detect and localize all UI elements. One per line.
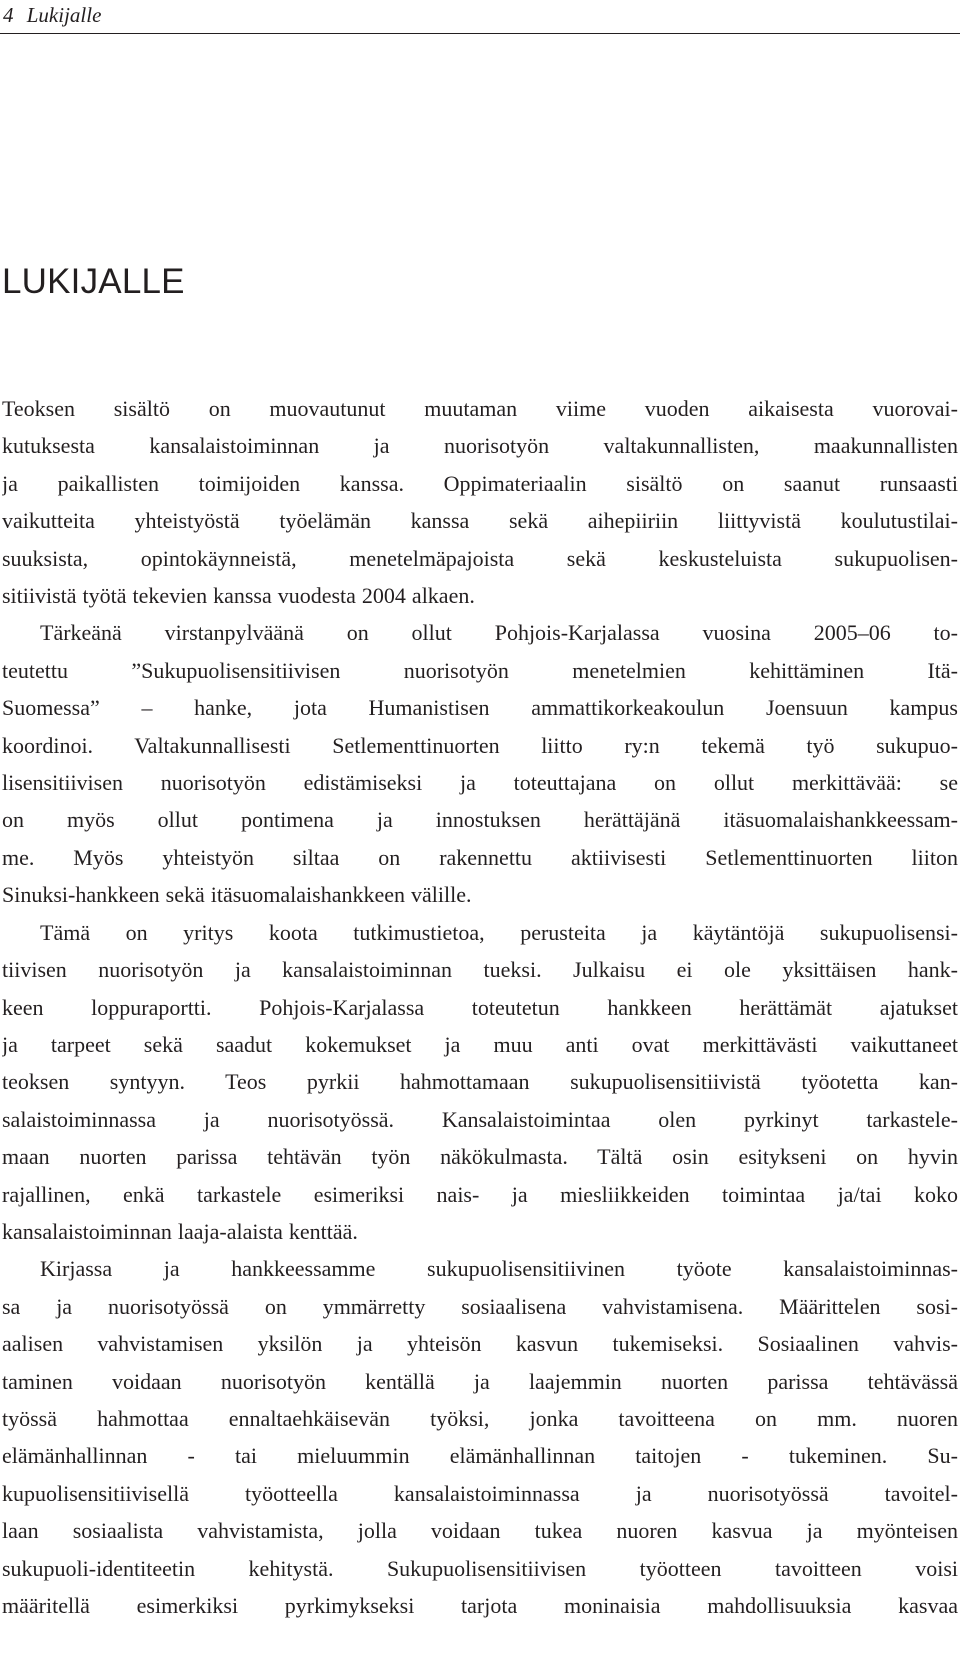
text-line: koordinoi. Valtakunnallisesti Setlementtinuorten liitto ry:n tekemä työ sukupuo- [2,732,958,758]
text-line: aalisen vahvistamisen yksilön ja yhteisön kasvun tukemiseksi. Sosiaalinen vahvis- [2,1331,958,1357]
text-line: kutuksesta kansalaistoiminnan ja nuorisotyön valtakunnallisten, maakunnallisten [2,433,958,459]
paragraph-3 [2,914,958,1251]
text-line: suuksista, opintokäynneistä, menetelmäpajoista sekä keskusteluista sukupuolisen- [2,545,958,571]
text-line: kansalaistoiminnan laaja-alaista kenttää. [2,1218,358,1244]
text-line: laan sosiaalista vahvistamista, jolla voidaan tukea nuoren kasvua ja myönteisen [2,1518,958,1544]
running-head [0,0,960,34]
paragraph-1 [2,390,958,614]
text-line: ja tarpeet sekä saadut kokemukset ja muu anti ovat merkittävästi vaikuttaneet [2,1031,958,1057]
text-line: sa ja nuorisotyössä on ymmärretty sosiaalisena vahvistamisena. Määrittelen sosi- [2,1293,958,1319]
text-line: Tärkeänä virstanpylväänä on ollut Pohjois-Karjalassa vuosina 2005–06 to- [40,620,958,646]
text-line: Suomessa” – hanke, jota Humanistisen ammattikorkeakoulun Joensuun kampus [2,695,958,721]
text-line: sitiivistä työtä tekevien kanssa vuodesta 2004 alkaen. [2,583,475,609]
text-line: taminen voidaan nuorisotyön kentällä ja laajemmin nuorten parissa tehtävässä [2,1368,958,1394]
text-line: työssä hahmottaa ennaltaehkäisevän työksi, jonka tavoitteena on mm. nuoren [2,1405,958,1431]
text-line: ja paikallisten toimijoiden kanssa. Oppimateriaalin sisältö on saanut runsaasti [2,470,958,496]
text-line: on myös ollut pontimena ja innostuksen herättäjänä itäsuomalaishankkeessam- [2,807,958,833]
text-line: maan nuorten parissa tehtävän työn näkökulmasta. Tältä osin esitykseni on hyvin [2,1144,958,1170]
text-line: sukupuoli-identiteetin kehitystä. Sukupuolisensitiivisen työotteen tavoitteen voisi [2,1555,958,1581]
text-line: Tämä on yritys koota tutkimustietoa, perusteita ja käytäntöjä sukupuolisensi- [40,919,958,945]
text-line: vaikutteita yhteistyöstä työelämän kanssa sekä aihepiiriin liittyvistä koulutustilai- [2,508,958,534]
text-line: elämänhallinnan - tai mieluummin elämänhallinnan taitojen - tukeminen. Su- [2,1443,958,1469]
text-line: määritellä esimerkiksi pyrkimykseksi tarjota moninaisia mahdollisuuksia kasvaa [2,1593,958,1618]
chapter-title: LUKIJALLE [2,262,185,301]
text-line: Kirjassa ja hankkeessamme sukupuolisensitiivinen työote kansalaistoiminnas- [40,1256,958,1282]
text-line: salaistoiminnassa ja nuorisotyössä. Kansalaistoimintaa olen pyrkinyt tarkastele- [2,1106,958,1132]
text-line: rajallinen, enkä tarkastele esimeriksi nais- ja miesliikkeiden toimintaa ja/tai koko [2,1181,958,1207]
text-line: teutettu ”Sukupuolisensitiivisen nuorisotyön menetelmien kehittäminen Itä- [2,657,958,683]
text-line: Teoksen sisältö on muovautunut muutaman viime vuoden aikaisesta vuorovai- [2,396,958,421]
text-line: Sinuksi-hankkeen sekä itäsuomalaishankkeen välille. [2,882,472,908]
text-line: lisensitiivisen nuorisotyön edistämiseksi ja toteuttajana on ollut merkittävää: se [2,770,958,796]
text-line: tiivisen nuorisotyön ja kansalaistoiminnan tueksi. Julkaisu ei ole yksittäisen hank- [2,957,958,983]
body-text [2,390,958,1624]
running-title: Lukijalle [26,3,102,27]
paragraph-2 [2,614,958,913]
paragraph-4 [2,1250,958,1624]
text-line: keen loppuraportti. Pohjois-Karjalassa toteutetun hankkeen herättämät ajatukset [2,994,958,1020]
text-line: me. Myös yhteistyön siltaa on rakennettu aktiivisesti Setlementtinuorten liiton [2,844,958,870]
page-number: 4 [3,3,14,27]
text-line: kupuolisensitiivisellä työotteella kansalaistoiminnassa ja nuorisotyössä tavoitel- [2,1480,958,1506]
text-line: teoksen syntyyn. Teos pyrkii hahmottamaan sukupuolisensitiivistä työotetta kan- [2,1069,958,1095]
